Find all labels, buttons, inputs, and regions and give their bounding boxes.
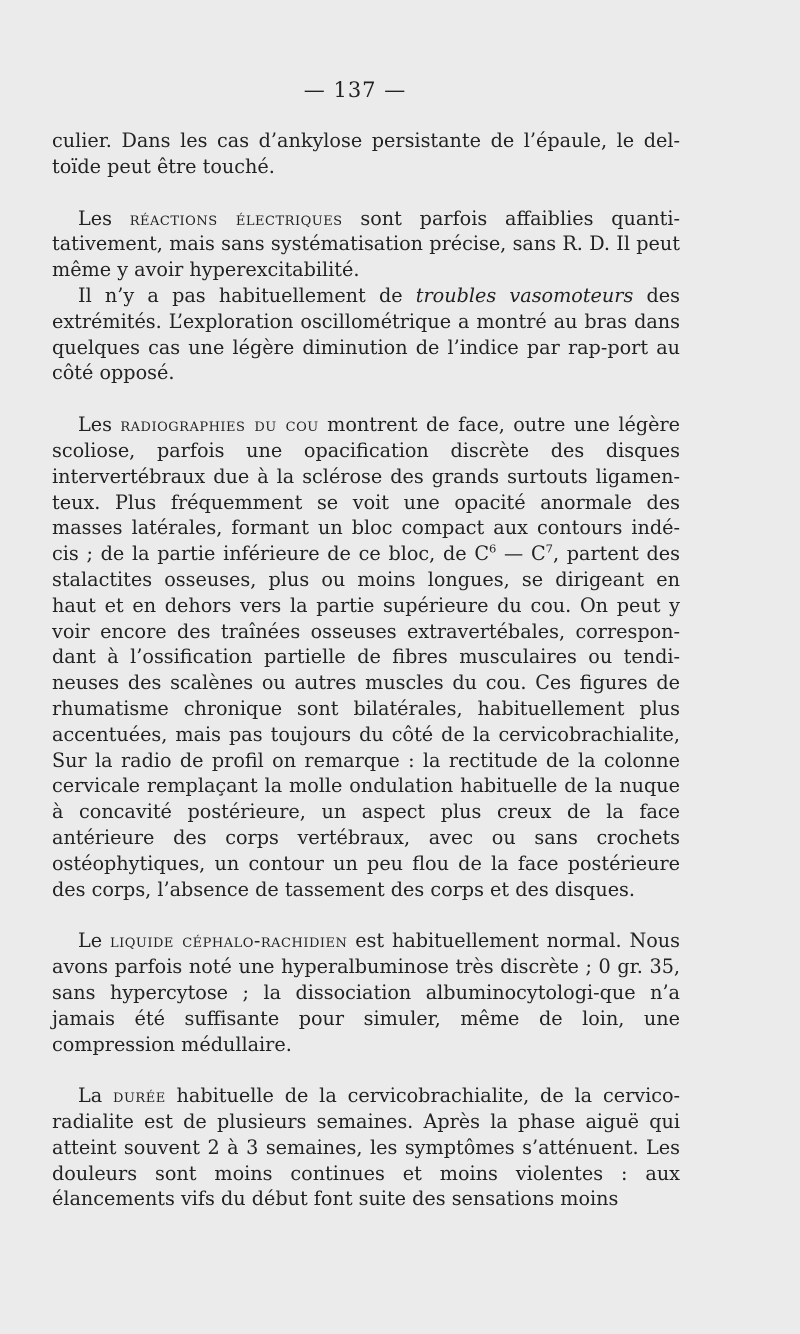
- text-segment: montrent de face, outre une légère scoliose, parfois une opacification discrète des disques intervertébraux due à la sclérose des grands surtouts ligamen-teux. Plus fréquemment se voit une opacité anormale des masses latérales, formant un bloc compact aux contours indé-cis ; de la partie inférieure de ce bloc, de C: [52, 413, 680, 566]
- small-caps-lead: liquide céphalo-rachidien: [109, 929, 348, 953]
- superscript-text: 7: [545, 541, 553, 556]
- text-segment: des extrémités. L’exploration oscillométrique a montré au bras dans quelques cas une légère diminution de l’indice par rap-port au côté opposé.: [52, 283, 680, 385]
- small-caps-lead: radiographies du cou: [120, 413, 319, 437]
- body-text: [52, 128, 680, 1212]
- paragraph-vasomotor-troubles: [52, 283, 680, 386]
- text-segment: sont parfois affaiblies quanti-tativement, mais sans systématisation précise, sans R. D. Il peut même y avoir hyperexcitabilité.: [52, 206, 680, 282]
- small-caps-lead: réactions électriques: [129, 206, 343, 230]
- superscript-text: 6: [489, 541, 497, 556]
- text-segment: est habituellement normal. Nous avons parfois noté une hyperalbuminose très discrète ; 0 gr. 35, sans hypercytose ; la dissociation albuminocytologi-que n’a jamais été suffisante pour simuler, même de loin, une compression médullaire.: [52, 929, 681, 1056]
- text-segment: La: [78, 1084, 114, 1108]
- paragraph-continuation: [52, 128, 680, 180]
- paragraph-cerebrospinal-fluid: [52, 928, 680, 1057]
- small-caps-lead: durée: [113, 1084, 166, 1108]
- text-segment: culier. Dans les cas d’ankylose persistante de l’épaule, le del-toïde peut être touché.: [52, 129, 680, 178]
- text-segment: Le: [78, 929, 110, 953]
- paragraph-duration: [52, 1083, 680, 1212]
- text-segment: Les: [78, 206, 130, 230]
- text-segment: — C: [496, 542, 546, 566]
- text-segment: , partent des stalactites osseuses, plus ou moins longues, se dirigeant en haut et en dehors vers la partie supérieure du cou. On peut y voir encore des traînées osseuses extravertébales, correspon-dant à l’ossification partielle de fibres musculaires ou tendi-neuses des scalènes ou autres muscles du cou. Ces figures de rhumatisme chronique sont bilatérales, habituellement plus accentuées, mais pas toujours du côté de la cervicobrachialite, Sur la radio de profil on remarque : la rectitude de la colonne cervicale remplaçant la molle ondulation habituelle de la nuque à concavité postérieure, un aspect plus creux de la face antérieure des corps vertébraux, avec ou sans crochets ostéophytiques, un contour un peu flou de la face postérieure des corps, l’absence de tassement des corps et des disques.: [52, 542, 680, 901]
- page-number: — 137 —: [303, 78, 407, 102]
- text-segment: Les: [78, 413, 121, 437]
- paragraph-neck-radiographs: [52, 412, 680, 902]
- text-segment: habituelle de la cervicobrachialite, de la cervico-radialite est de plusieurs semaines. Après la phase aiguë qui atteint souvent 2 à 3 semaines, les symptômes s’atténuent. Les douleurs sont moins continues et moins violentes : aux élancements vifs du début font suite des sensations moins: [52, 1084, 681, 1211]
- italic-text: troubles vasomoteurs: [415, 283, 634, 307]
- text-segment: Il n’y a pas habituellement de: [78, 283, 416, 307]
- paragraph-electrical-reactions: [52, 206, 680, 283]
